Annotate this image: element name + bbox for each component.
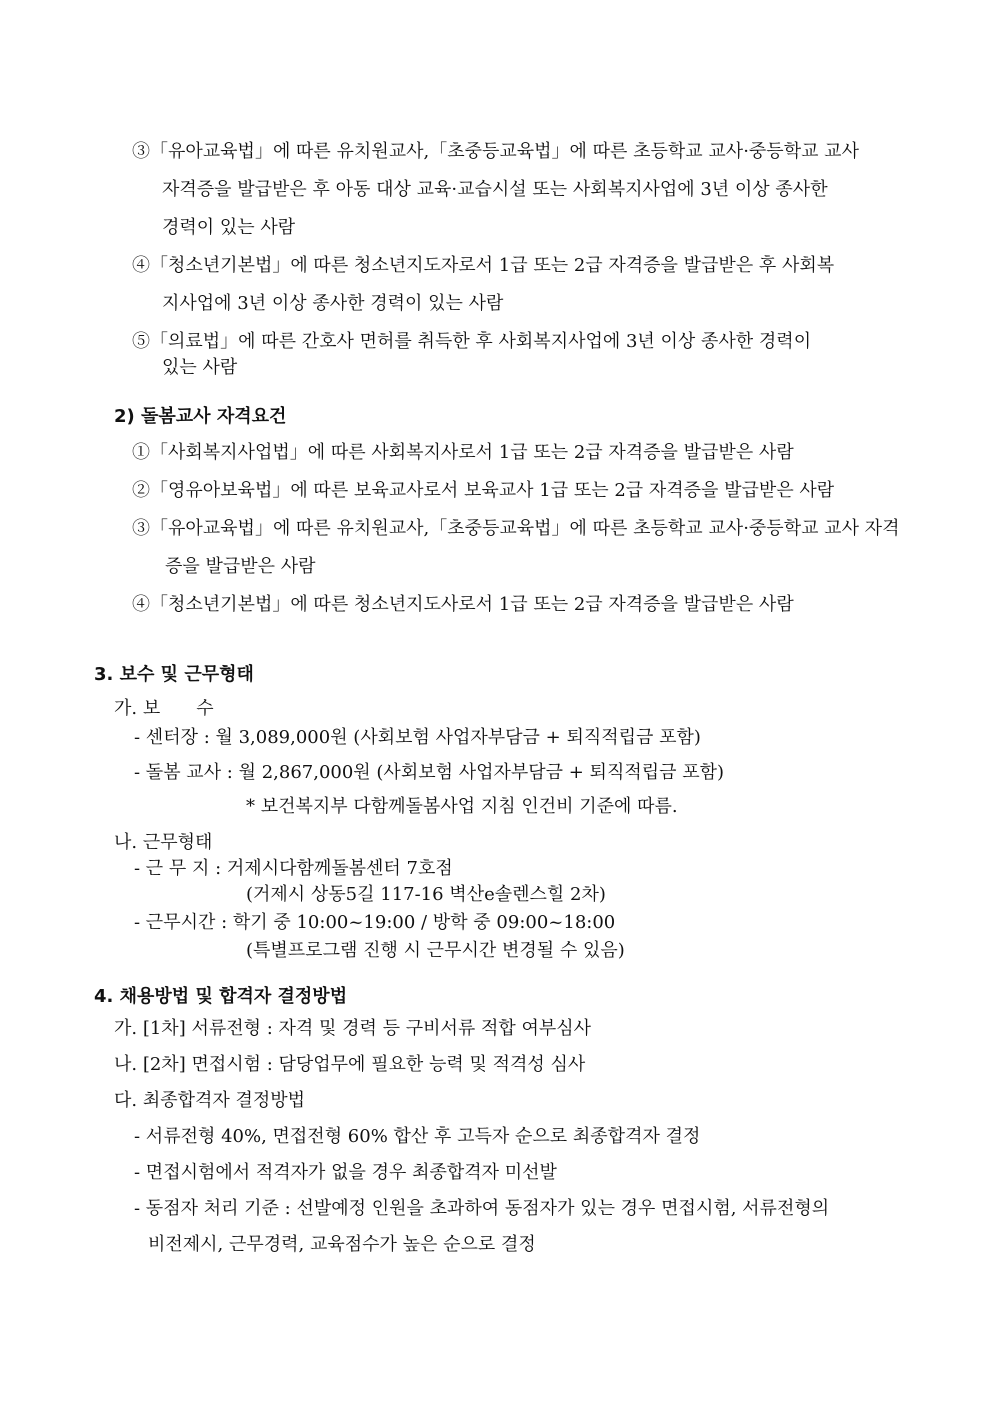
- qual1-item5-line1: ⑤「의료법」에 따른 간호사 면허를 취득한 후 사회복지사업에 3년 이상 종사한 경력이: [132, 331, 812, 352]
- pay-label: 가. 보 수: [114, 698, 214, 719]
- pay-center: - 센터장 : 월 3,089,000원 (사회보험 사업자부담금 + 퇴직적립금 포함): [134, 727, 701, 748]
- qual1-item3-line2: 자격증을 발급받은 후 아동 대상 교육·교습시설 또는 사회복지사업에 3년 이상 종사한: [162, 179, 828, 200]
- pay-teacher: - 돌봄 교사 : 월 2,867,000원 (사회보험 사업자부담금 + 퇴직적립금 포함): [134, 762, 725, 783]
- work-label: 나. 근무형태: [114, 832, 213, 853]
- sec4-heading: 4. 채용방법 및 합격자 결정방법: [94, 986, 348, 1007]
- final-criteria-1: - 서류전형 40%, 면접전형 60% 합산 후 고득자 순으로 최종합격자 결정: [134, 1126, 701, 1147]
- qual2-item3-line2: 증을 발급받은 사람: [165, 556, 316, 577]
- final-criteria-3-line2: 비전제시, 근무경력, 교육점수가 높은 순으로 결정: [148, 1234, 536, 1255]
- qual2-item3-line1: ③「유아교육법」에 따른 유치원교사,「초중등교육법」에 따른 초등학교 교사·중등학교 교사 자격: [132, 518, 900, 539]
- work-time: - 근무시간 : 학기 중 10:00~19:00 / 방학 중 09:00~18:00: [134, 912, 616, 933]
- qual1-item4-line1: ④「청소년기본법」에 따른 청소년지도자로서 1급 또는 2급 자격증을 발급받은 후 사회복: [132, 255, 835, 276]
- sec3-heading: 3. 보수 및 근무형태: [94, 664, 254, 685]
- final-criteria-3-line1: - 동점자 처리 기준 : 선발예정 인원을 초과하여 동점자가 있는 경우 면접시험, 서류전형의: [134, 1198, 830, 1219]
- qual1-item4-line2: 지사업에 3년 이상 종사한 경력이 있는 사람: [162, 293, 504, 314]
- pay-note: * 보건복지부 다함께돌봄사업 지침 인건비 기준에 따름.: [246, 796, 678, 817]
- work-place-address: (거제시 상동5길 117-16 벽산e솔렌스힐 2차): [246, 884, 606, 905]
- qual1-item5-line2: 있는 사람: [162, 357, 238, 378]
- final-criteria-2: - 면접시험에서 적격자가 없을 경우 최종합격자 미선발: [134, 1162, 557, 1183]
- work-place: - 근 무 지 : 거제시다함께돌봄센터 7호점: [134, 858, 453, 879]
- qual2-item2: ②「영유아보육법」에 따른 보육교사로서 보육교사 1급 또는 2급 자격증을 발급받은 사람: [132, 480, 835, 501]
- work-time-note: (특별프로그램 진행 시 근무시간 변경될 수 있음): [246, 940, 625, 961]
- step1: 가. [1차] 서류전형 : 자격 및 경력 등 구비서류 적합 여부심사: [114, 1018, 592, 1039]
- qual2-heading: 2) 돌봄교사 자격요건: [114, 406, 287, 427]
- qual1-item3-line1: ③「유아교육법」에 따른 유치원교사,「초중등교육법」에 따른 초등학교 교사·중등학교 교사: [132, 141, 859, 162]
- qual2-item1: ①「사회복지사업법」에 따른 사회복지사로서 1급 또는 2급 자격증을 발급받은 사람: [132, 442, 794, 463]
- qual2-item4: ④「청소년기본법」에 따른 청소년지도사로서 1급 또는 2급 자격증을 발급받은 사람: [132, 594, 794, 615]
- qual1-item3-line3: 경력이 있는 사람: [162, 217, 296, 238]
- final-label: 다. 최종합격자 결정방법: [114, 1090, 306, 1111]
- step2: 나. [2차] 면접시험 : 담당업무에 필요한 능력 및 적격성 심사: [114, 1054, 586, 1075]
